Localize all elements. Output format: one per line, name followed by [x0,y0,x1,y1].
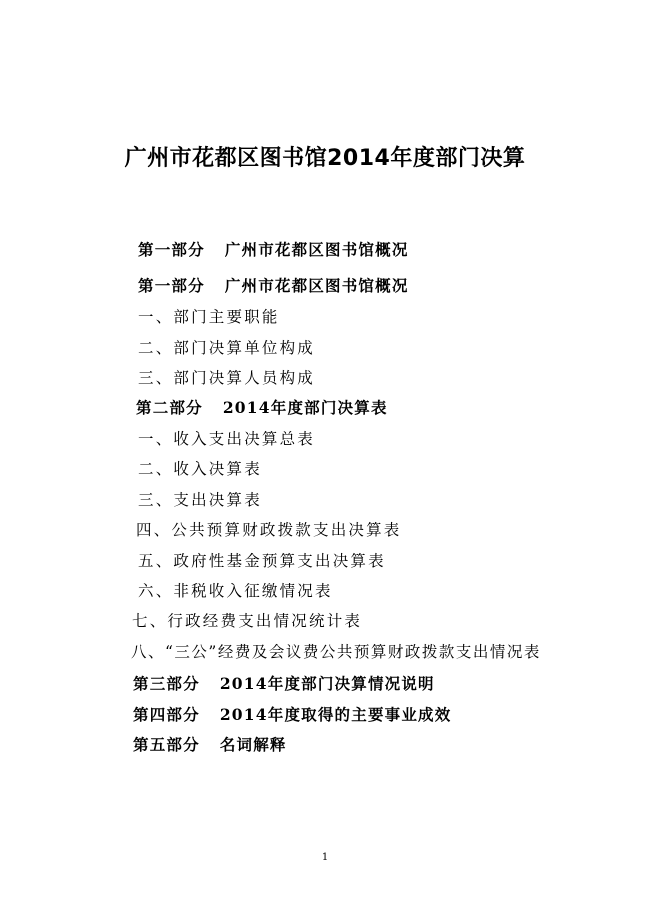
toc-part-title: 2014年度部门决算情况说明 [219,674,435,693]
toc-item: 二、部门决算单位构成 [138,339,316,357]
toc-item: 一、部门主要职能 [138,308,280,326]
toc-part-label: 第五部分 [133,735,200,754]
document-title: 广州市花都区图书馆2014年度部门决算 [124,146,526,171]
toc-part-label: 第三部分 [133,674,200,693]
toc-part-label: 第一部分 [138,276,205,295]
toc-item: 一、收入支出决算总表 [138,430,316,448]
toc-item: 三、部门决算人员构成 [138,369,316,387]
toc-part-title: 2014年度取得的主要事业成效 [219,705,452,724]
toc-item: 五、政府性基金预算支出决算表 [138,552,386,570]
toc-part-heading [133,705,451,725]
toc-part-label: 第一部分 [138,240,205,259]
toc-part-heading [133,674,435,694]
toc-part-heading [138,240,409,260]
toc-part-title: 广州市花都区图书馆概况 [224,276,409,295]
toc-item: 三、支出决算表 [138,491,262,509]
toc-item: 二、收入决算表 [138,460,262,478]
toc-part-heading [136,398,388,418]
toc-part-heading [133,735,287,755]
toc-part-title: 广州市花都区图书馆概况 [224,240,409,259]
toc-part-label: 第二部分 [136,398,203,417]
toc-item: 四、公共预算财政拨款支出决算表 [136,521,402,539]
page-number: 1 [321,852,329,863]
toc-part-heading [138,276,409,296]
toc-part-title: 名词解释 [219,735,287,754]
toc-item: 八、“三公”经费及会议费公共预算财政拨款支出情况表 [131,643,541,661]
toc-item: 七、行政经费支出情况统计表 [132,612,363,630]
toc-item: 六、非税收入征缴情况表 [138,582,333,600]
toc-part-label: 第四部分 [133,705,200,724]
toc-part-title: 2014年度部门决算表 [222,398,388,417]
